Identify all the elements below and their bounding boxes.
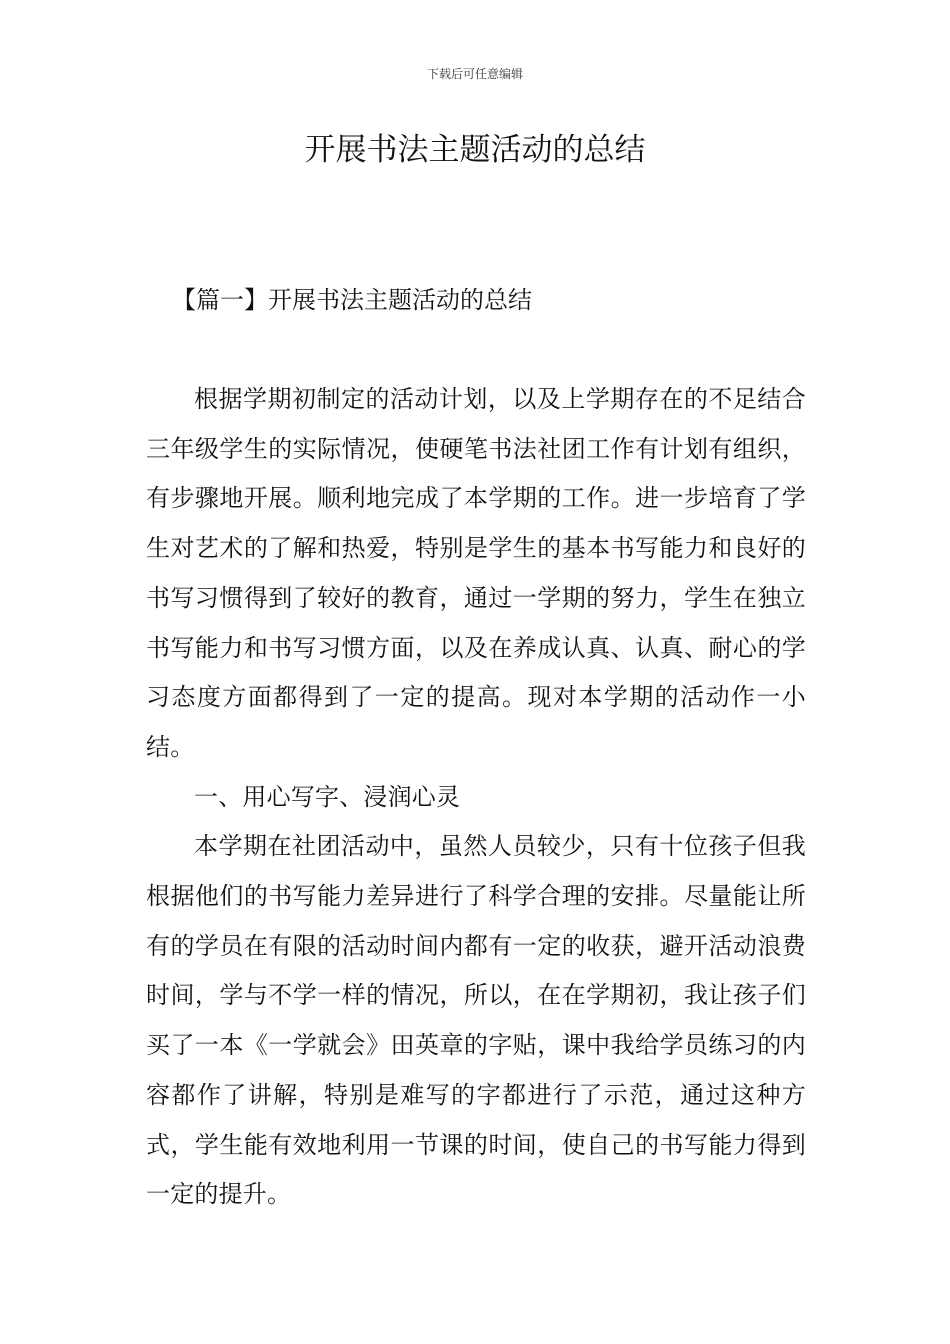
header-note: 下载后可任意编辑 bbox=[426, 67, 523, 81]
document-title: 开展书法主题活动的总结 bbox=[304, 132, 646, 168]
paragraph-intro: 根据学期初制定的活动计划，以及上学期存在的不足结合三年级学生的实际情况，使硬笔书法社团工作有计划有组织，有步骤地开展。顺利地完成了本学期的工作。进一步培育了学生对艺术的了解和热爱，特别是学生的基本书写能力和良好的书写习惯得到了较好的教育，通过一学期的努力，学生在独立书写能力和书写习惯方面，以及在养成认真、认真、耐心的学习态度方面都得到了一定的提高。现对本学期的活动作一小结。 bbox=[146, 385, 806, 761]
paragraph-body: 本学期在社团活动中，虽然人员较少，只有十位孩子但我根据他们的书写能力差异进行了科学合理的安排。尽量能让所有的学员在有限的活动时间内都有一定的收获，避开活动浪费时间，学与不学一样的情况，所以，在在学期初，我让孩子们买了一本《一学就会》田英章的字贴，课中我给学员练习的内容都作了讲解，特别是难写的字都进行了示范，通过这种方式，学生能有效地利用一节课的时间，使自己的书写能力得到一定的提升。 bbox=[146, 832, 806, 1209]
body-text bbox=[146, 375, 806, 1220]
section-heading: 【篇一】开展书法主题活动的总结 bbox=[172, 286, 532, 314]
paragraph-subheading: 一、用心写字、浸润心灵 bbox=[194, 782, 461, 811]
